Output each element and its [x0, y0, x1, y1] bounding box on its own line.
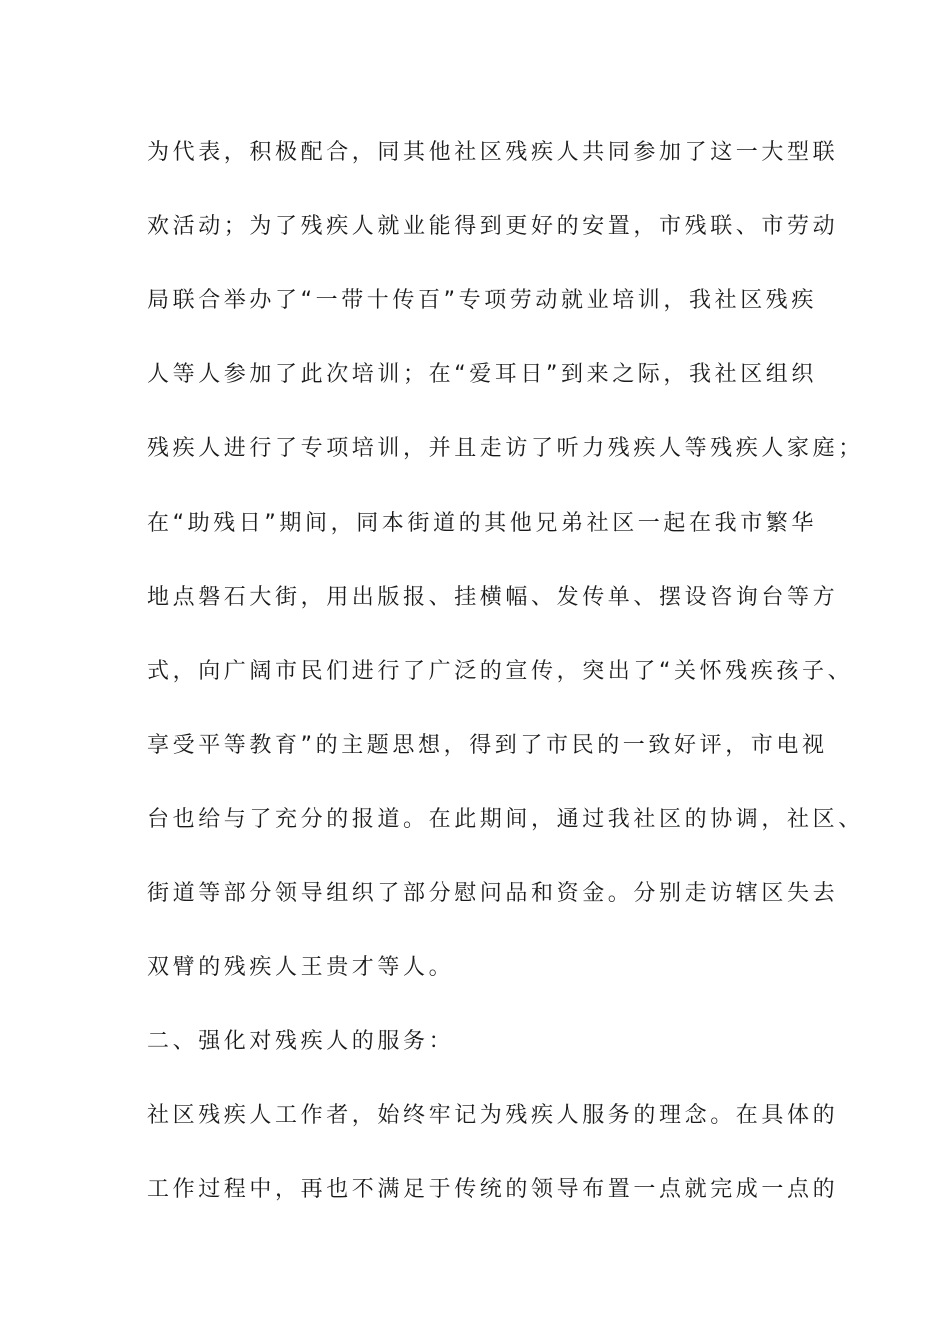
paragraph-line: 在“助残日”期间，同本街道的其他兄弟社区一起在我市繁华	[147, 511, 817, 536]
paragraph-line: 街道等部分领导组织了部分慰问品和资金。分别走访辖区失去	[147, 881, 839, 906]
paragraph-line: 欢活动；为了残疾人就业能得到更好的安置，市残联、市劳动	[147, 214, 839, 239]
paragraph-line: 享受平等教育”的主题思想，得到了市民的一致好评，市电视	[147, 733, 828, 758]
paragraph-line: 双臂的残疾人王贵才等人。	[147, 955, 455, 980]
paragraph-line: 局联合举办了“一带十传百”专项劳动就业培训，我社区残疾	[147, 288, 817, 313]
paragraph-line: 台也给与了充分的报道。在此期间，通过我社区的协调，社区、	[147, 807, 864, 832]
paragraph-line: 式，向广阔市民们进行了广泛的宣传，突出了“关怀残疾孩子、	[147, 659, 854, 684]
paragraph-line: 地点磐石大街，用出版报、挂横幅、发传单、摆设咨询台等方	[147, 585, 839, 610]
section-heading: 二、强化对残疾人的服务：	[147, 1029, 455, 1054]
paragraph-line: 人等人参加了此次培训；在“爱耳日”到来之际，我社区组织	[147, 362, 817, 387]
paragraph-line: 社区残疾人工作者，始终牢记为残疾人服务的理念。在具体的	[147, 1103, 839, 1128]
paragraph-line: 工作过程中，再也不满足于传统的领导布置一点就完成一点的	[147, 1177, 839, 1202]
paragraph-line: 为代表，积极配合，同其他社区残疾人共同参加了这一大型联	[147, 140, 839, 165]
paragraph-line: 残疾人进行了专项培训，并且走访了听力残疾人等残疾人家庭；	[147, 436, 864, 461]
